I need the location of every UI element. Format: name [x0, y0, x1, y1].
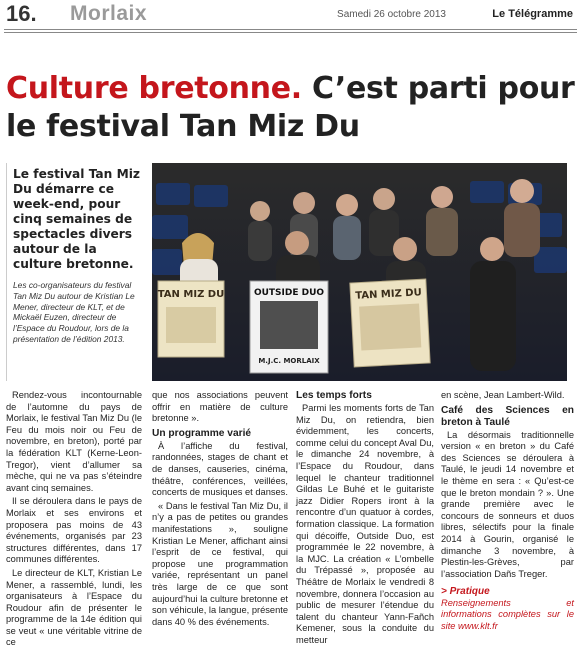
photo-caption: Les co-organisateurs du festival Tan Miz Du autour de Kristian Le Mener, directeur de KLT, et de Mickaël Euzen, directeur de l’Espace du Roudour, lors de la présentation de l’édition 2013.: [13, 280, 135, 344]
article-headline: [6, 70, 578, 146]
paragraph: À l’affiche du festival, randonnées, stages de chant et de danses, causeries, cinéma, théâtre, conférences, veillées, concerts de musiques et danses.: [152, 440, 288, 498]
poster-left: [158, 281, 224, 357]
header-rule-2: [4, 32, 577, 33]
paragraph: Rendez-vous incontournable de l’automne du pays de Morlaix, le festival Tan Miz Du (le Feu du mois noir ou Feu de novembre, en breton), porté par la fédération KLT (Kerne-Leon-Tregor), vient d’allumer sa mèche, qui ne va pas s’éteindre avant cinq semaines.: [6, 390, 142, 493]
subheading: Les temps forts: [296, 390, 372, 401]
headline-kicker: Culture bretonne.: [6, 71, 302, 106]
page-number: 16.: [6, 1, 37, 26]
poster-right: [350, 279, 430, 367]
page-header: [0, 0, 581, 30]
poster-center: [250, 281, 328, 373]
poster-right-title: TAN MIZ DU: [355, 287, 422, 302]
article-column-2: [152, 390, 288, 630]
subheading: Un programme varié: [152, 427, 252, 439]
practical-text: Renseignements et informations complètes sur le site www.klt.fr: [441, 597, 574, 631]
article-photo: [152, 163, 567, 381]
paragraph: Parmi les moments forts de Tan Miz Du, on retiendra, bien évidemment, les concerts, comme celui du concept Aval Du, le dimanche 24 novembre, à l’Espace du Roudour, dans lequel le chanteur traditionnel Gildas Le Buhé et le guitariste jazz Didier Ropers iront à la rencontre d’un quatuor à cordes, formation classique. La formation qui décoiffe, Outside Duo, est programmée le 22 novembre, à la MJC. La création « L’ombelle du Trépassé », proposée au Théâtre de Morlaix le vendredi 8 novembre, donnera l’occasion au public de mesurer l’étendue du talent du chanteur Yann-Fañch Kemener, sous la conduite du metteur: [296, 403, 434, 645]
poster-center-title: OUTSIDE DUO: [253, 288, 325, 298]
group-photo: [152, 163, 567, 381]
article-lead: Le festival Tan Miz Du démarre ce week-end, pour cinq semaines de spectacles divers autour de la culture bretonne.: [13, 167, 140, 271]
newspaper-name: Le Télégramme: [492, 8, 573, 20]
header-rule: [4, 29, 577, 30]
practical-heading: > Pratique: [441, 586, 490, 598]
article-column-3: [296, 390, 434, 648]
poster-left-title: TAN MIZ DU: [157, 289, 225, 300]
article-column-1: [6, 390, 142, 651]
paragraph: « Dans le festival Tan Miz Du, il n’y a pas de petites ou grandes manifestations », souligne Kristian Le Mener, affichant ainsi l’esprit de ce festival, qui propose une programmation variée, représentant un panel très large de ce que sont aujourd’hui la culture bretonne et son véhicule, la langue, présente dans 40 % des événements.: [152, 500, 288, 627]
paragraph: que nos associations peuvent offrir en matière de culture bretonne ».: [152, 390, 288, 424]
paragraph: en scène, Jean Lambert-Wild.: [441, 390, 565, 400]
article-column-4: [441, 390, 574, 632]
issue-date: Samedi 26 octobre 2013: [337, 9, 446, 20]
lead-box: [6, 163, 149, 381]
poster-center-subtitle: M.J.C. MORLAIX: [258, 357, 320, 365]
headline-title: C’est parti pour le festival Tan Miz Du: [6, 71, 575, 144]
paragraph: Le directeur de KLT, Kristian Le Mener, a rassemblé, lundi, les organisateurs à l’Espace du Roudour afin de présenter le programme de la 14e édition qui se veut « une véritable vitrine de ce: [6, 567, 142, 648]
section-title: Morlaix: [70, 2, 148, 25]
paragraph: La désormais traditionnelle version « en breton » du Café des Sciences se déroulera à Taulé, le jeudi 14 novembre et le thème en sera : « Qu’est-ce que le breton mondain ? ». Une grande première avec le concours de sonneurs et duos libres, sélectifs pour la finale 2014 à Gourin, organisé le dimanche 3 novembre, à Plestin-les-Grèves, par l’association Dañs Treger.: [441, 429, 574, 579]
paragraph: Il se déroulera dans le pays de Morlaix et ses environs et proposera pas moins de 43 événements, organisés par 23 structures différentes, dans 17 communes différentes.: [6, 496, 142, 565]
subheading: Café des Sciences en breton à Taulé: [441, 404, 574, 428]
practical-info: [441, 586, 574, 632]
